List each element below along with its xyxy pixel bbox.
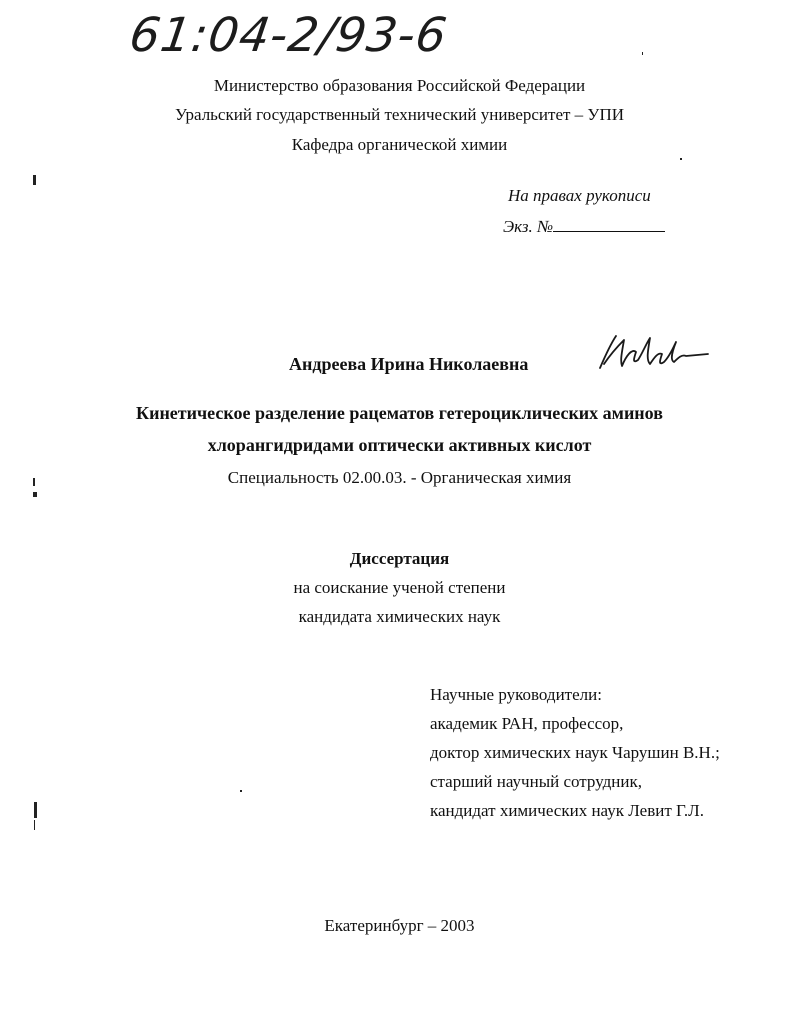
- scan-mark: [33, 478, 35, 486]
- university-line: Уральский государственный технический университет – УПИ: [174, 105, 625, 124]
- author-name: Андреева Ирина Николаевна: [289, 354, 529, 374]
- scan-dot: [642, 52, 643, 55]
- degree-type: Диссертация: [349, 549, 450, 568]
- handwritten-catalog-number: 61:04-2/93-6: [126, 8, 451, 63]
- degree-line-2: кандидата химических наук: [298, 607, 501, 626]
- scan-mark: [34, 802, 37, 818]
- scan-dot: [240, 790, 242, 792]
- dissertation-title-line-1: Кинетическое разделение рацематов гетероциклических аминов: [136, 403, 663, 423]
- supervisor-line: доктор химических наук Чарушин В.Н.;: [430, 743, 720, 762]
- specialty-line: Специальность 02.00.03. - Органическая химия: [227, 468, 572, 487]
- copy-number-label: Экз. №: [503, 217, 554, 236]
- copy-number-line: [503, 217, 665, 237]
- manuscript-rights-label: На правах рукописи: [508, 186, 651, 205]
- scan-mark: [34, 820, 35, 830]
- scan-dot: [680, 158, 682, 160]
- scan-mark: [33, 492, 37, 497]
- supervisor-line: кандидат химических наук Левит Г.Л.: [430, 801, 704, 820]
- dissertation-title-line-2: хлорангидридами оптически активных кислот: [207, 435, 592, 455]
- department-line: Кафедра органической химии: [291, 135, 508, 154]
- scan-mark: [33, 175, 36, 185]
- copy-number-blank: [553, 217, 665, 232]
- supervisors-heading: Научные руководители:: [430, 685, 602, 704]
- supervisor-line: старший научный сотрудник,: [430, 772, 642, 791]
- supervisor-line: академик РАН, профессор,: [430, 714, 624, 733]
- place-and-year: Екатеринбург – 2003: [324, 916, 475, 935]
- degree-line-1: на соискание ученой степени: [293, 578, 506, 597]
- signature-image: [592, 330, 712, 374]
- ministry-line: Министерство образования Российской Федерации: [213, 76, 586, 95]
